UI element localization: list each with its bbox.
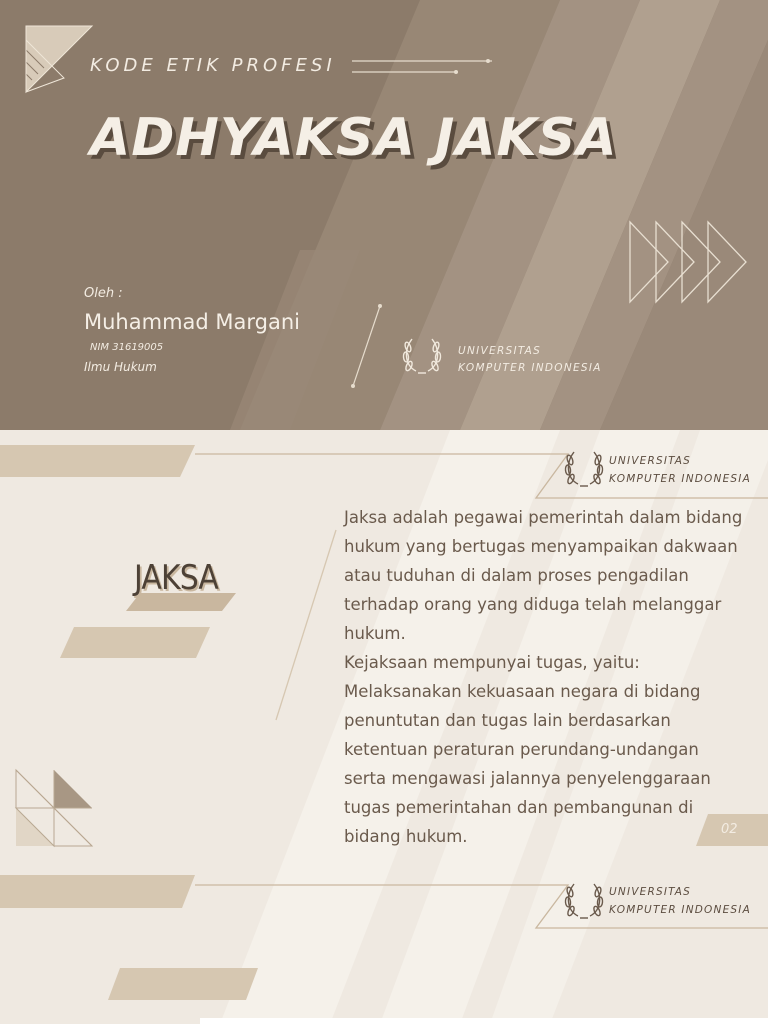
definition-paragraph: Jaksa adalah pegawai pemerintah dalam bidang hukum yang bertugas menyampaikan dakwaan atau tuduhan di dalam proses pengadilan terhadap orang yang diduga telah melanggar hukum.	[344, 508, 743, 643]
triangle-pattern-icon	[16, 770, 92, 846]
presentation-subtitle: KODE ETIK PROFESI	[90, 55, 336, 76]
study-program: Ilmu Hukum	[84, 360, 157, 374]
university-line-2: KOMPUTER INDONESIA	[458, 362, 602, 374]
page-number: 02	[721, 822, 738, 837]
content-slide	[0, 430, 768, 1024]
university-line-1: UNIVERSITAS	[609, 455, 692, 467]
section-heading: JAKSA	[134, 558, 219, 598]
university-line-2: KOMPUTER INDONESIA	[609, 473, 751, 485]
university-name-header	[609, 452, 751, 488]
university-line-1: UNIVERSITAS	[609, 886, 692, 898]
author-name: Muhammad Margani	[84, 310, 300, 334]
student-id: NIM 31619005	[90, 342, 164, 353]
title-slide	[0, 0, 768, 430]
university-line-1: UNIVERSITAS	[458, 345, 542, 357]
duties-paragraph: Kejaksaan mempunyai tugas, yaitu: Melaksanakan kekuasaan negara di bidang penuntutan dan tugas lain berdasarkan ketentuan peraturan perundang-undangan serta mengawasi jalannya penyelenggaraan tugas pemerintahan dan pembangunan di bidang hukum.	[344, 653, 711, 846]
triangle-pattern-icon	[26, 26, 92, 92]
university-name-footer	[609, 883, 751, 919]
university-name	[458, 343, 602, 377]
university-line-2: KOMPUTER INDONESIA	[609, 904, 751, 916]
author-prefix: Oleh :	[84, 286, 123, 301]
presentation-title: ADHYAKSA JAKSA	[90, 108, 618, 168]
body-text	[344, 503, 744, 851]
